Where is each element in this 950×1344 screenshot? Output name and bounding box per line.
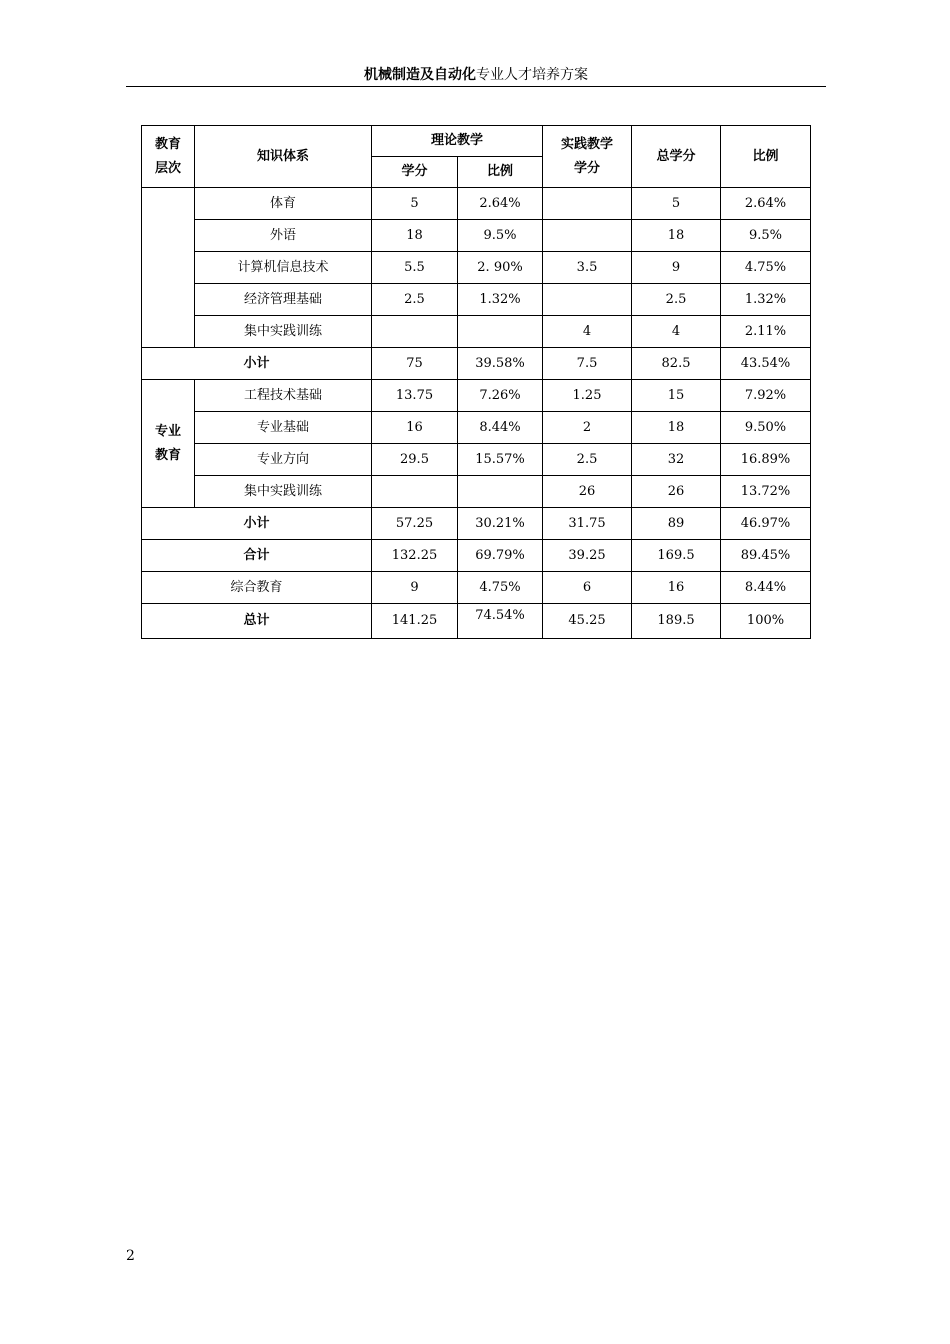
comprehensive-ratio: 4.75%	[458, 572, 543, 604]
row-practice	[543, 220, 632, 252]
row-total: 18	[632, 220, 721, 252]
row-practice: 3.5	[543, 252, 632, 284]
row-total-ratio: 9.50%	[721, 412, 811, 444]
row-practice	[543, 284, 632, 316]
professional-level-cell: 专业 教育	[142, 380, 195, 508]
grand-total-total: 189.5	[632, 604, 721, 639]
table-row	[142, 284, 811, 316]
row-practice: 2.5	[543, 444, 632, 476]
header-total-credit: 总学分	[632, 126, 721, 188]
professional-subtotal-row	[142, 508, 811, 540]
row-name: 专业基础	[195, 412, 372, 444]
row-credit: 2.5	[372, 284, 458, 316]
header-total-ratio: 比例	[721, 126, 811, 188]
row-ratio	[458, 476, 543, 508]
row-credit: 29.5	[372, 444, 458, 476]
sum-practice: 39.25	[543, 540, 632, 572]
row-credit	[372, 316, 458, 348]
row-name: 集中实践训练	[195, 316, 372, 348]
credit-distribution-table	[141, 125, 811, 639]
grand-total-practice: 45.25	[543, 604, 632, 639]
grand-total-credit: 141.25	[372, 604, 458, 639]
row-ratio: 8.44%	[458, 412, 543, 444]
row-total-ratio: 13.72%	[721, 476, 811, 508]
row-total: 32	[632, 444, 721, 476]
row-ratio: 9.5%	[458, 220, 543, 252]
row-practice: 26	[543, 476, 632, 508]
header-level: 教育 层次	[142, 126, 195, 188]
row-credit: 16	[372, 412, 458, 444]
row-total-ratio: 2.64%	[721, 188, 811, 220]
sum-ratio: 69.79%	[458, 540, 543, 572]
table-row	[142, 316, 811, 348]
row-total-ratio: 16.89%	[721, 444, 811, 476]
comprehensive-credit: 9	[372, 572, 458, 604]
subtotal-total: 82.5	[632, 348, 721, 380]
subtotal-total-ratio: 43.54%	[721, 348, 811, 380]
row-total: 9	[632, 252, 721, 284]
row-total: 5	[632, 188, 721, 220]
subtotal-credit: 75	[372, 348, 458, 380]
row-ratio: 7.26%	[458, 380, 543, 412]
row-credit: 5.5	[372, 252, 458, 284]
header-title-bold: 机械制造及自动化	[364, 67, 476, 83]
row-ratio: 2. 90%	[458, 252, 543, 284]
row-credit: 5	[372, 188, 458, 220]
sum-total: 169.5	[632, 540, 721, 572]
row-ratio: 1.32%	[458, 284, 543, 316]
row-total: 26	[632, 476, 721, 508]
general-level-cell	[142, 188, 195, 348]
header-practice: 实践教学 学分	[543, 126, 632, 188]
table-row	[142, 444, 811, 476]
sum-credit: 132.25	[372, 540, 458, 572]
sum-row	[142, 540, 811, 572]
row-total-ratio: 2.11%	[721, 316, 811, 348]
row-total-ratio: 1.32%	[721, 284, 811, 316]
grand-total-ratio: 74.54%	[458, 604, 543, 639]
header-title-rest: 专业人才培养方案	[476, 67, 588, 83]
row-practice: 2	[543, 412, 632, 444]
sum-total-ratio: 89.45%	[721, 540, 811, 572]
table-row	[142, 220, 811, 252]
header-theory: 理论教学	[372, 126, 543, 157]
row-credit: 18	[372, 220, 458, 252]
subtotal-total: 89	[632, 508, 721, 540]
row-name: 经济管理基础	[195, 284, 372, 316]
subtotal-total-ratio: 46.97%	[721, 508, 811, 540]
table-row	[142, 188, 811, 220]
header-knowledge: 知识体系	[195, 126, 372, 188]
comprehensive-row	[142, 572, 811, 604]
row-credit: 13.75	[372, 380, 458, 412]
row-total-ratio: 9.5%	[721, 220, 811, 252]
row-total: 4	[632, 316, 721, 348]
row-practice: 1.25	[543, 380, 632, 412]
page-number: 2	[126, 1248, 135, 1264]
row-total-ratio: 4.75%	[721, 252, 811, 284]
comprehensive-label: 综合教育	[142, 572, 372, 604]
table-row	[142, 412, 811, 444]
row-ratio	[458, 316, 543, 348]
row-ratio: 2.64%	[458, 188, 543, 220]
subtotal-label: 小计	[142, 508, 372, 540]
table-row	[142, 252, 811, 284]
subtotal-ratio: 30.21%	[458, 508, 543, 540]
row-name: 专业方向	[195, 444, 372, 476]
header-ratio: 比例	[458, 157, 543, 188]
row-total: 2.5	[632, 284, 721, 316]
table-row	[142, 380, 811, 412]
row-practice	[543, 188, 632, 220]
row-name: 体育	[195, 188, 372, 220]
grand-total-row	[142, 604, 811, 639]
page-header	[126, 64, 826, 87]
comprehensive-practice: 6	[543, 572, 632, 604]
subtotal-ratio: 39.58%	[458, 348, 543, 380]
subtotal-practice: 7.5	[543, 348, 632, 380]
sum-label: 合计	[142, 540, 372, 572]
comprehensive-total: 16	[632, 572, 721, 604]
grand-total-label: 总计	[142, 604, 372, 639]
grand-total-total-ratio: 100%	[721, 604, 811, 639]
comprehensive-total-ratio: 8.44%	[721, 572, 811, 604]
row-total: 18	[632, 412, 721, 444]
row-name: 集中实践训练	[195, 476, 372, 508]
row-ratio: 15.57%	[458, 444, 543, 476]
row-name: 外语	[195, 220, 372, 252]
subtotal-credit: 57.25	[372, 508, 458, 540]
row-name: 工程技术基础	[195, 380, 372, 412]
subtotal-label: 小计	[142, 348, 372, 380]
row-total: 15	[632, 380, 721, 412]
row-practice: 4	[543, 316, 632, 348]
row-credit	[372, 476, 458, 508]
general-subtotal-row	[142, 348, 811, 380]
table-row	[142, 476, 811, 508]
header-credit: 学分	[372, 157, 458, 188]
row-name: 计算机信息技术	[195, 252, 372, 284]
row-total-ratio: 7.92%	[721, 380, 811, 412]
subtotal-practice: 31.75	[543, 508, 632, 540]
